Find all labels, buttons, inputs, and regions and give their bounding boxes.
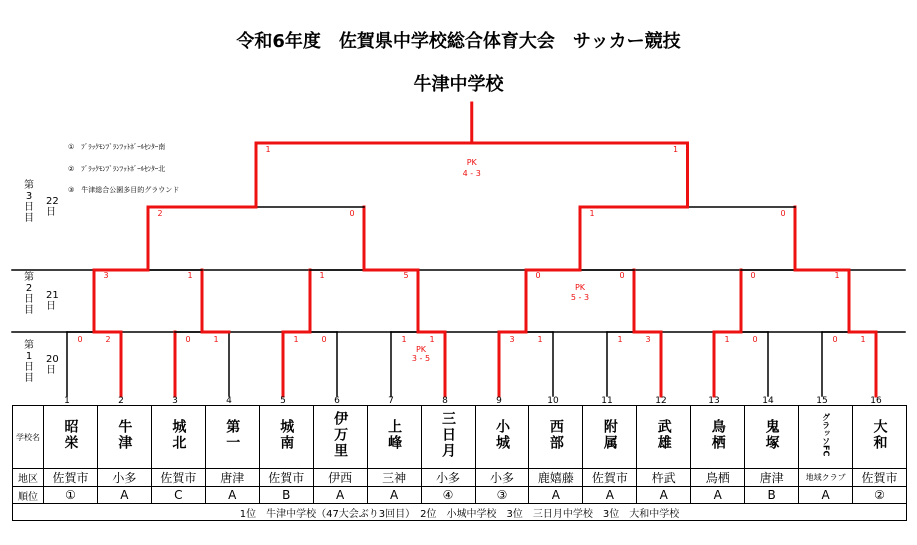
sf-score-left: 2 — [157, 209, 163, 218]
result-row — [13, 504, 907, 521]
final-score-left: 1 — [265, 145, 271, 154]
team-number: 10 — [547, 396, 559, 406]
team-region: 唐津 — [745, 469, 799, 487]
r1-score-left: 1 — [293, 335, 299, 344]
team-region: 鹿嬉藤 — [529, 469, 583, 487]
team-rank: C — [151, 487, 205, 504]
team-cell — [529, 406, 583, 469]
day2-label: 第2日目 — [24, 272, 34, 316]
team-region: 地域クラブ — [799, 469, 853, 487]
team-cell — [97, 406, 151, 469]
page-title: 令和6年度 佐賀県中学校総合体育大会 サッカー競技 — [236, 31, 681, 52]
team-number: 14 — [762, 396, 774, 406]
r1-score-right: 1 — [429, 335, 435, 344]
team-name: グラッソFC — [821, 413, 831, 457]
qf-score-left: 0 — [535, 271, 541, 280]
team-region: 小多 — [475, 469, 529, 487]
final-pk-label: PK — [466, 158, 477, 167]
team-cell — [313, 406, 367, 469]
team-region: 佐賀市 — [44, 469, 98, 487]
team-number: 9 — [496, 396, 502, 406]
region-row — [13, 469, 907, 487]
r1-score-left: 1 — [724, 335, 730, 344]
rank-row — [13, 487, 907, 504]
r1-score-right: 3 — [645, 335, 651, 344]
qf-score-right: 1 — [834, 271, 840, 280]
champion-title: 牛津中学校 — [413, 74, 504, 95]
team-number: 4 — [226, 396, 232, 406]
qf-pk-label: PK — [574, 283, 586, 292]
team-region: 佐賀市 — [151, 469, 205, 487]
result-summary: 1位 牛津中学校（47大会ぶり3回目） 2位 小城中学校 3位 三日月中学校 3位 大和中学校 — [13, 504, 907, 521]
team-rank: A — [367, 487, 421, 504]
team-rank: ④ — [421, 487, 475, 504]
team-cell — [475, 406, 529, 469]
team-number: 11 — [601, 396, 613, 406]
day2-date: 21日 — [46, 290, 59, 312]
team-name: 三日月 — [440, 411, 457, 459]
venue-3: ③ 牛津総合公園多目的グラウンド — [68, 186, 180, 194]
venue-1: ① ﾌﾞﾗｯｸﾓﾝﾌﾞﾗﾝﾌｯﾄﾎﾞｰﾙｾﾝﾀｰ南 — [68, 143, 166, 151]
team-name: 鳥栖 — [709, 419, 726, 451]
qf-score-right: 0 — [619, 271, 625, 280]
team-number: 8 — [442, 396, 448, 406]
team-number: 1 — [64, 396, 70, 406]
team-rank: A — [529, 487, 583, 504]
team-rank: B — [745, 487, 799, 504]
team-rank: A — [97, 487, 151, 504]
team-region: 鳥栖 — [691, 469, 745, 487]
r1-score-right: 1 — [213, 335, 219, 344]
team-name: 牛津 — [116, 419, 133, 451]
r1-score-left: 0 — [77, 335, 83, 344]
team-rank: ① — [44, 487, 98, 504]
team-cell — [151, 406, 205, 469]
team-number: 2 — [118, 396, 124, 406]
team-name: 附属 — [601, 419, 618, 451]
team-number: 12 — [655, 396, 667, 406]
team-name: 小城 — [493, 419, 510, 451]
team-region: 小多 — [97, 469, 151, 487]
team-region: 杵武 — [637, 469, 691, 487]
team-cell — [44, 406, 98, 469]
region-header: 地区 — [13, 469, 44, 487]
r1-score-right: 0 — [321, 335, 327, 344]
team-number: 13 — [708, 396, 720, 406]
r1-score-right: 2 — [105, 335, 111, 344]
r1-score-left: 3 — [509, 335, 515, 344]
day1-label: 第1日目 — [24, 340, 34, 384]
team-rank: ③ — [475, 487, 529, 504]
team-region: 佐賀市 — [853, 469, 907, 487]
team-name: 城北 — [170, 419, 187, 451]
team-rank: B — [259, 487, 313, 504]
team-region: 佐賀市 — [259, 469, 313, 487]
team-region: 佐賀市 — [583, 469, 637, 487]
day3-label: 第3日目 — [24, 180, 34, 224]
sf-score-right: 0 — [780, 209, 786, 218]
team-number: 3 — [172, 396, 178, 406]
team-cell — [745, 406, 799, 469]
team-rank: A — [313, 487, 367, 504]
team-region: 小多 — [421, 469, 475, 487]
team-name: 昭栄 — [62, 419, 79, 451]
team-name: 鬼塚 — [763, 419, 780, 451]
team-table — [12, 405, 907, 521]
team-cell — [367, 406, 421, 469]
school-header: 学校名 — [13, 406, 44, 469]
qf-pk-score: 5 - 3 — [570, 293, 590, 302]
team-rank: A — [799, 487, 853, 504]
team-name: 大和 — [871, 419, 888, 451]
team-name-row — [13, 406, 907, 469]
team-name: 上峰 — [386, 419, 403, 451]
team-rank: A — [637, 487, 691, 504]
qf-score-left: 1 — [319, 271, 325, 280]
team-cell — [421, 406, 475, 469]
team-cell — [691, 406, 745, 469]
team-name: 第一 — [224, 419, 241, 451]
team-region: 伊西 — [313, 469, 367, 487]
team-name: 西部 — [547, 419, 564, 451]
team-number: 7 — [388, 396, 394, 406]
team-number: 16 — [870, 396, 882, 406]
team-rank: A — [205, 487, 259, 504]
team-cell — [799, 406, 853, 469]
team-rank: A — [583, 487, 637, 504]
day1-date: 20日 — [46, 354, 59, 376]
qf-score-left: 0 — [750, 271, 756, 280]
qf-score-right: 5 — [403, 271, 409, 280]
rank-header: 順位 — [13, 487, 44, 504]
r1-score-right: 1 — [537, 335, 543, 344]
r1-pk-label: PK — [415, 345, 427, 354]
r1-score-left: 0 — [185, 335, 191, 344]
team-cell — [259, 406, 313, 469]
team-cell — [583, 406, 637, 469]
team-name: 伊万里 — [332, 411, 349, 459]
team-cell — [637, 406, 691, 469]
sf-score-right: 0 — [349, 209, 355, 218]
team-rank: ② — [853, 487, 907, 504]
r1-score-right: 1 — [860, 335, 866, 344]
r1-score-left: 1 — [617, 335, 623, 344]
day3-date: 22日 — [46, 196, 59, 218]
team-number: 15 — [816, 396, 828, 406]
team-number: 5 — [280, 396, 286, 406]
r1-score-left: 0 — [832, 335, 838, 344]
final-pk-score: 4 - 3 — [462, 169, 481, 178]
sf-score-left: 1 — [589, 209, 595, 218]
r1-pk-score: 3 - 5 — [411, 354, 431, 363]
r1-score-right: 0 — [752, 335, 758, 344]
qf-score-left: 3 — [103, 271, 109, 280]
team-rank: A — [691, 487, 745, 504]
team-cell — [205, 406, 259, 469]
final-score-right: 1 — [672, 145, 679, 154]
team-region: 唐津 — [205, 469, 259, 487]
team-name: 武雄 — [655, 419, 672, 451]
team-name: 城南 — [278, 419, 295, 451]
team-number: 6 — [334, 396, 340, 406]
team-cell — [853, 406, 907, 469]
venue-2: ② ﾌﾞﾗｯｸﾓﾝﾌﾞﾗﾝﾌｯﾄﾎﾞｰﾙｾﾝﾀｰ北 — [68, 165, 166, 173]
r1-score-left: 1 — [401, 335, 407, 344]
qf-score-right: 1 — [187, 271, 193, 280]
team-region: 三神 — [367, 469, 421, 487]
